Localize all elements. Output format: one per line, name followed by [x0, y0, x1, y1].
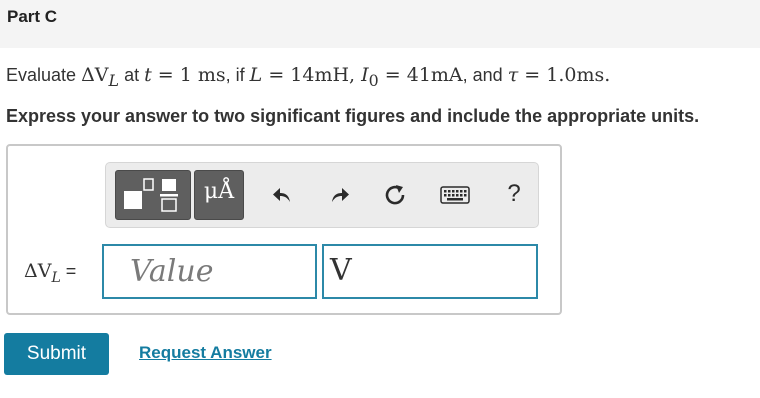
math-toolbar — [105, 162, 539, 228]
if-text: , if — [225, 65, 245, 85]
time-expression: t = 1 ms — [144, 64, 226, 86]
answer-panel — [6, 144, 562, 315]
units-icon: μÅ — [203, 179, 235, 204]
value-input[interactable] — [102, 244, 317, 299]
templates-button[interactable] — [115, 170, 191, 220]
submit-button[interactable]: Submit — [4, 333, 109, 375]
quantity-symbol: $\Delta V_L$ — [81, 64, 120, 90]
unit-input[interactable]: V — [322, 244, 538, 299]
answer-label: $\Delta V_L$ = — [24, 260, 77, 286]
undo-icon[interactable] — [269, 181, 297, 209]
tau-expression: τ = 1.0ms. — [507, 64, 611, 86]
help-icon[interactable]: ? — [507, 180, 521, 207]
question-text — [6, 64, 610, 90]
keyboard-icon[interactable] — [438, 181, 472, 209]
units-button[interactable] — [194, 170, 244, 220]
at-text: at — [124, 65, 140, 85]
part-header — [0, 0, 760, 48]
evaluate-text: Evaluate — [6, 65, 77, 85]
redo-icon[interactable] — [325, 181, 353, 209]
reset-icon[interactable] — [381, 181, 409, 209]
part-title: Part C — [7, 7, 58, 26]
instruction-text: Express your answer to two significant figures and include the appropriate units. — [6, 106, 700, 126]
templates-icon — [116, 171, 190, 219]
and-text: , and — [462, 65, 503, 85]
inductance-expression: L = 14mH, $I_0 = 41mA$ — [249, 64, 463, 90]
request-answer-link[interactable]: Request Answer — [139, 343, 272, 362]
